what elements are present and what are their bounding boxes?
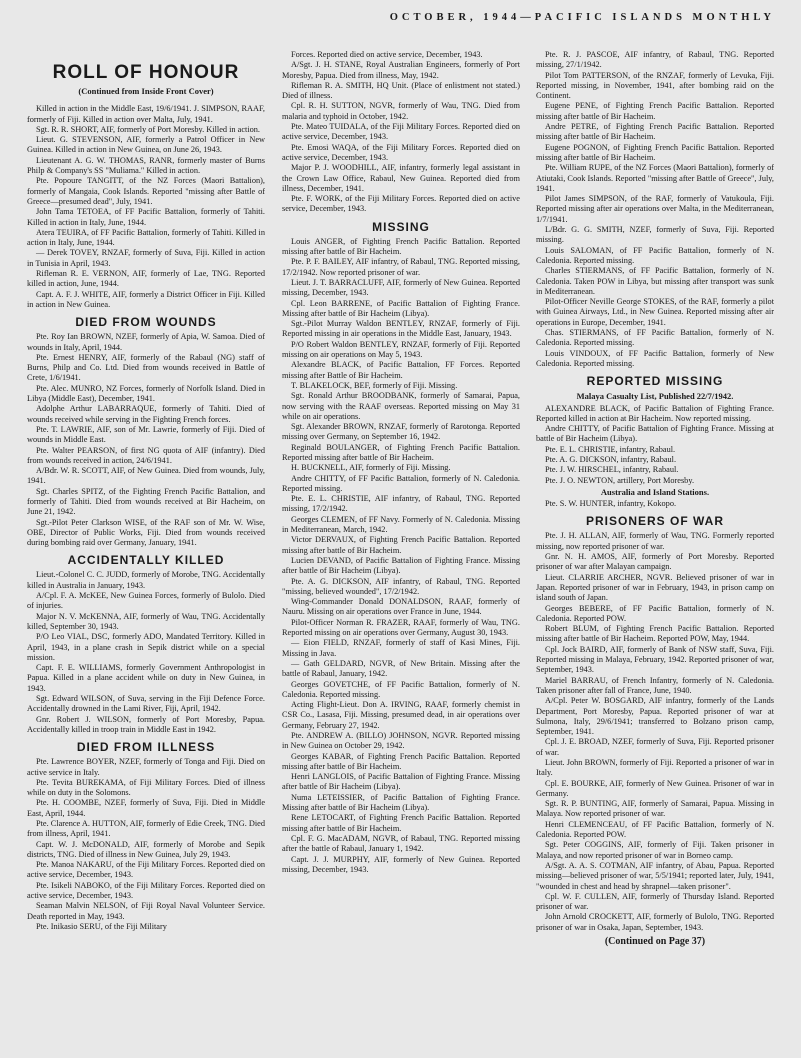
casualty-entry: Pte. Manoa NAKARU, of the Fiji Military Forces. Reported died on active service, December, 1943. <box>27 860 265 880</box>
casualty-entry: A/Cpl. Peter W. BOSGARD, AIF infantry, formerly of the Lands Department, Port Moresby, Papua. Reported prisoner of war at Sulmona, Italy, 29/6/1941; transferred to Bolzano prison camp, September, 1941. <box>536 696 774 737</box>
malaya-casualty-subheading: Malaya Casualty List, Published 22/7/1942. <box>576 391 734 402</box>
casualty-entry: Pte. J. O. NEWTON, artillery, Port Moresby. <box>545 475 695 485</box>
casualty-entry: Victor DERVAUX, of Fighting French Pacific Battalion. Reported missing after battle of Bir Hacheim. <box>282 535 520 555</box>
page-title: ROLL OF HONOUR <box>52 62 240 83</box>
casualty-entry: A/Sgt. J. H. STANE, Royal Australian Engineers, formerly of Port Moresby, Papua. Died from illness, May, 1942. <box>282 60 520 80</box>
casualty-entry: John Tama TETOEA, of FF Pacific Battalion, formerly of Tahiti. Killed in action in Italy, June, 1944. <box>27 207 265 227</box>
casualty-entry: Capt. J. J. MURPHY, AIF, formerly of New Guinea. Reported missing, December, 1943. <box>282 854 520 874</box>
reported-missing-heading: REPORTED MISSING <box>586 374 724 389</box>
casualty-entry: Pte. Mateo TUIDALA, of the Fiji Military Forces. Reported died on active service, December, 1943. <box>282 122 520 142</box>
prisoners-list <box>536 531 774 933</box>
casualty-entry: Forces. Reported died on active service, December, 1943. <box>291 50 483 59</box>
casualty-entry: Lieut. G. STEVENSON, AIF, formerly a Patrol Officer in New Guinea. Killed in action in New Guinea, on June 26, 1943. <box>27 135 265 155</box>
casualty-entry: Pte. P. F. BAILEY, AIF infantry, of Rabaul, TNG. Reported missing, 17/2/1942. Now reported prisoner of war. <box>282 257 520 277</box>
casualty-entry: Lieutenant A. G. W. THOMAS, RANR, formerly master of Burns Philp & Company's SS "Muliama." Killed in action. <box>27 155 265 176</box>
casualty-entry: H. BUCKNELL, AIF, formerly of Fiji. Missing. <box>291 463 451 473</box>
casualty-entry: Pilot Tom PATTERSON, of the RNZAF, formerly of Levuka, Fiji. Reported missing, in November, 1941, after bombing raid on the Continent. <box>536 70 774 101</box>
casualty-entry: Pte. A. G. DICKSON, AIF infantry, of Rabaul, TNG. Reported "missing, believed wounded", 17/2/1942. <box>282 576 520 596</box>
column-3 <box>536 50 774 1050</box>
casualty-entry: Pte. Roy Ian BROWN, NZEF, formerly of Apia, W. Samoa. Died of wounds in Italy, April, 1944. <box>27 332 265 352</box>
casualty-entry: Pte. Isikeli NABOKO, of the Fiji Military Forces. Reported died on active service, December, 1943. <box>27 880 265 901</box>
illness-list <box>27 757 265 932</box>
casualty-entry: P/O Robert Waldon BENTLEY, RNZAF, formerly of Fiji. Reported missing on air operations on May 5, 1943. <box>282 339 520 360</box>
casualty-entry: Pte. Emosi WAQA, of the Fiji Military Forces. Reported died on active service, December, 1943. <box>282 142 520 162</box>
casualty-entry: Capt. W. J. McDONALD, AIF, formerly of Morobe and Sepik districts, TNG. Died of illness in New Guinea, July 29, 1943. <box>27 839 265 859</box>
casualty-entry: Numa LETEISSIER, of Pacific Battalion of Fighting France. Missing after battle of Bir Hacheim (Libya). <box>282 792 520 813</box>
casualty-entry: Pte. S. W. HUNTER, infantry, Kokopo. <box>545 499 677 509</box>
casualty-entry: Louis VINDOUX, of FF Pacific Battalion, formerly of New Caledonia. Reported missing. <box>536 348 774 368</box>
casualty-entry: Pte. ANDREW A. (BILLO) JOHNSON, NGVR. Reported missing in New Guinea on October 29, 1942. <box>282 731 520 751</box>
casualty-entry: Henri LANGLOIS, of Pacific Battalion of Fighting France. Missing after battle of Bir Hacheim (Libya). <box>282 772 520 792</box>
casualty-entry: A/Sgt. A. A. S. COTMAN, AIF infantry, of Abau, Papua. Reported missing—believed prisoner of war, 5/5/1941; reported later, July, 1941, "wounded in chest and head by shrapnel—taken prisoner". <box>536 860 774 891</box>
running-head: OCTOBER, 1944—PACIFIC ISLANDS MONTHLY <box>389 12 775 23</box>
casualty-entry: Lieut.-Colonel C. C. JUDD, formerly of Morobe, TNG. Accidentally killed in Australia in January, 1943. <box>27 570 265 590</box>
casualty-entry: Pte. Inikasio SERU, of the Fiji Military <box>36 921 167 931</box>
casualty-entry: Georges GOVETCHE, of FF Pacific Battalion, formerly of N. Caledonia. Reported missing. <box>282 679 520 699</box>
casualty-entry: Pte. Tevita BUREKAMA, of Fiji Military Forces. Died of illness while on duty in the Solomons. <box>27 777 265 798</box>
casualty-entry: Eugene POGNON, of Fighting French Pacific Battalion. Reported missing after battle of Bir Hacheim. <box>536 142 774 162</box>
casualty-entry: Lucien DEVAND, of Pacific Battalion of Fighting France. Missing after battle of Bir Hacheim (Libya). <box>282 555 520 576</box>
casualty-entry: Lieut. John BROWN, formerly of Fiji. Reported a prisoner of war in Italy. <box>536 758 774 778</box>
missing-list <box>282 237 520 875</box>
casualty-entry: Sgt.-Pilot Murray Waldon BENTLEY, RNZAF, formerly of Fiji. Reported missing in air operations in the Middle East, January, 1943. <box>282 319 520 339</box>
reported-missing-list <box>536 404 774 486</box>
died-from-wounds-heading: DIED FROM WOUNDS <box>75 315 217 330</box>
casualty-entry: Louis SALOMAN, of FF Pacific Battalion, formerly of N. Caledonia. Reported missing. <box>536 245 774 265</box>
casualty-entry: ALEXANDRE BLACK, of Pacific Battalion of Fighting France. Reported killed in action at Bir Hacheim. Now reported missing. <box>536 403 774 423</box>
casualty-entry: Pte. A. G. DICKSON, infantry, Rabaul. <box>545 454 677 464</box>
casualty-entry: Pte. J. W. HIRSCHEL, infantry, Rabaul. <box>545 465 679 475</box>
accidentally-killed-heading: ACCIDENTALLY KILLED <box>67 553 225 568</box>
casualty-entry: Chas. STIERMANS, of FF Pacific Battalion, formerly of N. Caledonia. Reported missing. <box>536 328 774 348</box>
casualty-entry: Cpl. E. BOURKE, AIF, formerly of New Guinea. Prisoner of war in Germany. <box>536 778 774 798</box>
casualty-entry: Sgt. Edward WILSON, of Suva, serving in the Fiji Defence Force. Accidentally drowned in the Lami River, Fiji, April, 1942. <box>27 694 265 714</box>
casualty-entry: Major N. V. McKENNA, AIF, formerly of Wau, TNG. Accidentally killed, September 30, 1943. <box>27 611 265 631</box>
page-subtitle: (Continued from Inside Front Cover) <box>78 86 214 96</box>
wounds-list <box>27 332 265 548</box>
casualty-entry: Sgt. Peter COGGINS, AIF, formerly of Fiji. Taken prisoner in Malaya, and now reported prisoner of war in Borneo camp. <box>536 840 774 860</box>
casualty-entry: Pilot James SIMPSON, of the RAF, formerly of Vatukoula, Fiji. Reported missing after air operations over Malta, in the Mediterranean, 1/7/1941. <box>536 194 774 224</box>
casualty-entry: Sgt. Ronald Arthur BROODBANK, formerly of Samarai, Papua, now serving with the RAAF overseas. Reported missing on May 31 while on air operations. <box>282 391 520 421</box>
casualty-entry: — Derek TOVEY, RNZAF, formerly of Suva, Fiji. Killed in action in Tunisia in April, 1943. <box>27 248 265 268</box>
casualty-entry: Georges KABAR, of Fighting French Pacific Battalion. Reported missing after battle of Bir Hacheim. <box>282 751 520 771</box>
casualty-entry: Pte. Alec. MUNRO, NZ Forces, formerly of Norfolk Island. Died in Libya (Middle East), December, 1941. <box>27 383 265 404</box>
casualty-entry: Cpl. J. E. BROAD, NZEF, formerly of Suva, Fiji. Reported prisoner of war. <box>536 737 774 757</box>
casualty-entry: Pilot-Officer Neville George STOKES, of the RAF, formerly a pilot with Guinea Airways, Ltd., in New Guinea. Reported missing after air operations in Europe, December, 1941. <box>536 297 774 327</box>
casualty-entry: Georges BEBERE, of FF Pacific Battalion, formerly of N. Caledonia. Reported POW. <box>536 603 774 623</box>
casualty-entry: Sgt. Charles SPITZ, of the Fighting French Pacific Battalion, and formerly of Tahiti. Died from wounds received at Bir Hacheim, on June 21, 1942. <box>27 486 265 517</box>
casualty-entry: Pte. E. L. CHRISTIE, infantry, Rabaul. <box>545 444 676 454</box>
missing-continued-list <box>536 50 774 369</box>
casualty-entry: Cpl. R. H. SUTTON, NGVR, formerly of Wau, TNG. Died from malaria and typhoid in October, 1942. <box>282 101 520 121</box>
casualty-entry: Cpl. Jock BAIRD, AIF, formerly of Bank of NSW staff, Suva, Fiji. Reported missing in Malaya, February, 1942. Reported prisoner of war, September, 1943. <box>536 644 774 675</box>
casualty-entry: Lieut. CLARRIE ARCHER, NGVR. Believed prisoner of war in Japan. Reported prisoner of war in February, 1943, in prison camp on island south of Japan. <box>536 572 774 603</box>
casualty-entry: — Gath GELDARD, NGVR, of New Britain. Missing after the battle of Rabaul, January, 1942. <box>282 658 520 679</box>
casualty-entry: Henri CLEMENCEAU, of FF Pacific Battalion, formerly of N. Caledonia. Reported POW. <box>536 819 774 840</box>
casualty-entry: Georges CLEMEN, of FF Navy. Formerly of N. Caledonia. Missing in Mediterranean, March, 1942. <box>282 514 520 535</box>
continued-note: (Continued on Page 37) <box>604 936 706 948</box>
casualty-entry: Charles STIERMANS, of FF Pacific Battalion, formerly of N. Caledonia. Taken POW in Libya, but missing after transport was sunk in Mediterranean. <box>536 266 774 296</box>
island-stations-list <box>536 499 774 509</box>
casualty-entry: Pte. William RUPE, of the NZ Forces (Maori Battalion), formerly of Atiutaki, Cook Islands. Reported "missing after Battle of Greece", July, 1941. <box>536 163 774 193</box>
casualty-entry: Sgt.-Pilot Peter Clarkson WISE, of the RAF son of Mr. W. Wise, OBE, Director of Public Works, Fiji. Died from wounds received during bombing raid over Germany, January, 1941. <box>27 517 265 548</box>
casualty-entry: Atera TEUIRA, of FF Pacific Battalion, formerly of Tahiti. Killed in action in Italy, June, 1944. <box>27 227 265 248</box>
casualty-entry: — Eion FIELD, RNZAF, formerly of staff of Kasi Mines, Fiji. Missing in Java. <box>282 638 520 658</box>
column-2 <box>282 50 520 1050</box>
casualty-entry: Andre CHITTY, of FF Pacific Battalion, formerly of N. Caledonia. Reported missing. <box>282 473 520 493</box>
casualty-entry: Seaman Malvin NELSON, of Fiji Royal Naval Volunteer Service. Death reported in May, 1943. <box>27 901 265 921</box>
casualty-entry: Cpl. W. F. CULLEN, AIF, formerly of Thursday Island. Reported prisoner of war. <box>536 891 774 912</box>
column-1 <box>27 52 265 1052</box>
died-from-illness-heading: DIED FROM ILLNESS <box>76 740 216 755</box>
casualty-entry: Pte. Ernest HENRY, AIF, formerly of the Rabaul (NG) staff of Burns, Philp and Co. Ltd. Died from wounds received in Battle of Crete, 1/6/1941. <box>27 352 265 383</box>
intro-list <box>27 104 265 310</box>
casualty-entry: Wing-Commander Donald DONALDSON, RAAF, formerly of Nauru. Missing on air operations over France in June, 1944. <box>282 597 520 617</box>
casualty-entry: Rifleman R. E. VERNON, AIF, formerly of Lae, TNG. Reported killed in action, June, 1944. <box>27 269 265 289</box>
casualty-entry: Cpl. Leon BARRENE, of Pacific Battalion of Fighting France. Missing after battle of Bir Hacheim (Libya). <box>282 298 520 318</box>
casualty-entry: Adolphe Arthur LABARRAQUE, formerly of Tahiti. Died of wounds received while serving in the Fighting French forces. <box>27 404 265 424</box>
casualty-entry: Alexandre BLACK, of Pacific Battalion, FF Forces. Reported missing after Battle of Bir Hacheim. <box>282 360 520 380</box>
casualty-entry: Lieut. J. T. BARRACLUFF, AIF, formerly of New Guinea. Reported missing, December, 1943. <box>282 277 520 298</box>
casualty-entry: Rene LETOCART, of Fighting French Pacific Battalion. Reported missing after battle of Bir Hacheim. <box>282 813 520 833</box>
prisoners-of-war-heading: PRISONERS OF WAR <box>585 514 724 529</box>
casualty-entry: Gnr. N. H. AMOS, AIF, formerly of Port Moresby. Reported prisoner of war after Malayan campaign. <box>536 552 774 572</box>
casualty-entry: Pte. T. LAWRIE, AIF, son of Mr. Lawrie, formerly of Fiji. Died of wounds in Middle East. <box>27 424 265 445</box>
casualty-entry: Rifleman R. A. SMITH, HQ Unit. (Place of enlistment not stated.) Died of illness. <box>282 80 520 101</box>
casualty-entry: John Arnold CROCKETT, AIF, formerly of Bulolo, TNG. Reported prisoner of war in Osaka, Japan, September, 1943. <box>536 912 774 932</box>
casualty-entry: A/Bdr. W. R. SCOTT, AIF, of New Guinea. Died from wounds, July, 1941. <box>27 466 265 486</box>
casualty-entry: Pte. F. WORK, of the Fiji Military Forces. Reported died on active service, December, 1943. <box>282 194 520 214</box>
casualty-entry: Pte. E. L. CHRISTIE, AIF infantry, of Rabaul, TNG. Reported missing, 17/2/1942. <box>282 494 520 514</box>
missing-heading: MISSING <box>372 219 430 234</box>
illness-continued-list <box>282 50 520 215</box>
casualty-entry: Pte. Lawrence BOYER, NZEF, formerly of Tonga and Fiji. Died on active service in Italy. <box>27 757 265 777</box>
casualty-entry: Major P. J. WOODHILL, AIF, infantry, formerly legal assistant in the Crown Law Office, Rabaul, New Guinea. Reported died from illness, December, 1941. <box>282 163 520 193</box>
casualty-entry: Capt. F. E. WILLIAMS, formerly Government Anthropologist in Papua. Killed in a plane accident while on duty in New Guinea, in 1943. <box>27 663 265 693</box>
casualty-entry: Pte. H. COOMBE, NZEF, formerly of Suva, Fiji. Died in Middle East, April, 1944. <box>27 798 265 818</box>
casualty-entry: Reginald BOULANGER, of Fighting French Pacific Battalion. Reported missing after battle of Bir Hacheim. <box>282 442 520 462</box>
casualty-entry: Sgt. R. P. BUNTING, AIF, formerly of Samarai, Papua. Missing in Malaya. Now reported prisoner of war. <box>536 799 774 819</box>
casualty-entry: A/Cpl. F. A. McKEE, New Guinea Forces, formerly of Bulolo. Died of injuries. <box>27 591 265 611</box>
casualty-entry: Andre PETRE, of Fighting French Pacific Battalion. Reported missing after battle of Bir Hacheim. <box>536 122 774 142</box>
casualty-entry: Gnr. Robert J. WILSON, formerly of Port Moresby, Papua. Accidentally killed in troop train in Middle East in 1942. <box>27 714 265 734</box>
casualty-entry: T. BLAKELOCK, BEF, formerly of Fiji. Missing. <box>291 380 458 390</box>
casualty-entry: Robert BLUM, of Fighting French Pacific Battalion. Reported missing after battle of Bir Hacheim. Reported POW, May, 1944. <box>536 624 774 644</box>
casualty-entry: Capt. A. F. J. WHITE, AIF, formerly a District Officer in Fiji. Killed in action in New Guinea. <box>27 289 265 309</box>
casualty-entry: Pilot-Officer Norman R. FRAZER, RAAF, formerly of Wau, TNG. Reported missing on air operations over Germany, August 30, 1943. <box>282 617 520 638</box>
casualty-entry: L/Bdr. G. G. SMITH, NZEF, formerly of Suva, Fiji. Reported missing. <box>536 225 774 245</box>
island-stations-subheading: Australia and Island Stations. <box>600 486 710 497</box>
casualty-entry: Eugene PENE, of Fighting French Pacific Battalion. Reported missing after battle of Bir Hacheim. <box>536 101 774 121</box>
casualty-entry: Andre CHITTY, of Pacific Battalion of Fighting France. Missing at battle of Bir Hacheim (Libya). <box>536 424 774 444</box>
casualty-entry: Louis ANGER, of Fighting French Pacific Battalion. Reported missing after battle of Bir Hacheim. <box>282 236 520 257</box>
casualty-entry: P/O Leo VIAL, DSC, formerly ADO, Mandated Territory. Killed in April, 1943, in a plane crash in Sepik district while on a special mission. <box>27 632 265 662</box>
casualty-entry: Sgt. Alexander BROWN, RNZAF, formerly of Rarotonga. Reported missing over Germany, on September 16, 1942. <box>282 422 520 442</box>
casualty-entry: Pte. Clarence A. HUTTON, AIF, formerly of Edie Creek, TNG. Died from illness, April, 1941. <box>27 819 265 839</box>
accidental-list <box>27 570 265 735</box>
casualty-entry: Pte. Popoure TANGITT, of the NZ Forces (Maori Battalion), formerly of Mangaia, Cook Islands. Reported "missing after Battle of Greece—presumed dead", July, 1941. <box>27 176 265 206</box>
casualty-entry: Cpl. F. G. MacADAM, NGVR, of Rabaul, TNG. Reported missing after the battle of Rabaul, January 1, 1942. <box>282 833 520 854</box>
casualty-entry: Pte. Walter PEARSON, of first NG quota of AIF (infantry). Died from wounds received in action, 24/6/1941. <box>27 445 265 465</box>
casualty-entry: Acting Flight-Lieut. Don A. IRVING, RAAF, formerly chemist in CSR Co., Lasasa, Fiji. Missing, presumed dead, in air operations over Germany, February 27, 1942. <box>282 700 520 730</box>
casualty-entry: Mariel BARRAU, of French Infantry, formerly of N. Caledonia. Taken prisoner after fall of France, June, 1940. <box>536 675 774 695</box>
casualty-entry: Sgt. R. R. SHORT, AIF, formerly of Port Moresby. Killed in action. <box>36 124 260 134</box>
casualty-entry: Killed in action in the Middle East, 19/6/1941. J. SIMPSON, RAAF, formerly of Fiji. Killed in action over Malta, July, 1941. <box>27 104 265 124</box>
casualty-entry: Pte. R. J. PASCOE, AIF infantry, of Rabaul, TNG. Reported missing, 27/1/1942. <box>536 50 774 70</box>
casualty-entry: Pte. J. H. ALLAN, AIF, formerly of Wau, TNG. Formerly reported missing, now reported prisoner of war. <box>536 531 774 551</box>
